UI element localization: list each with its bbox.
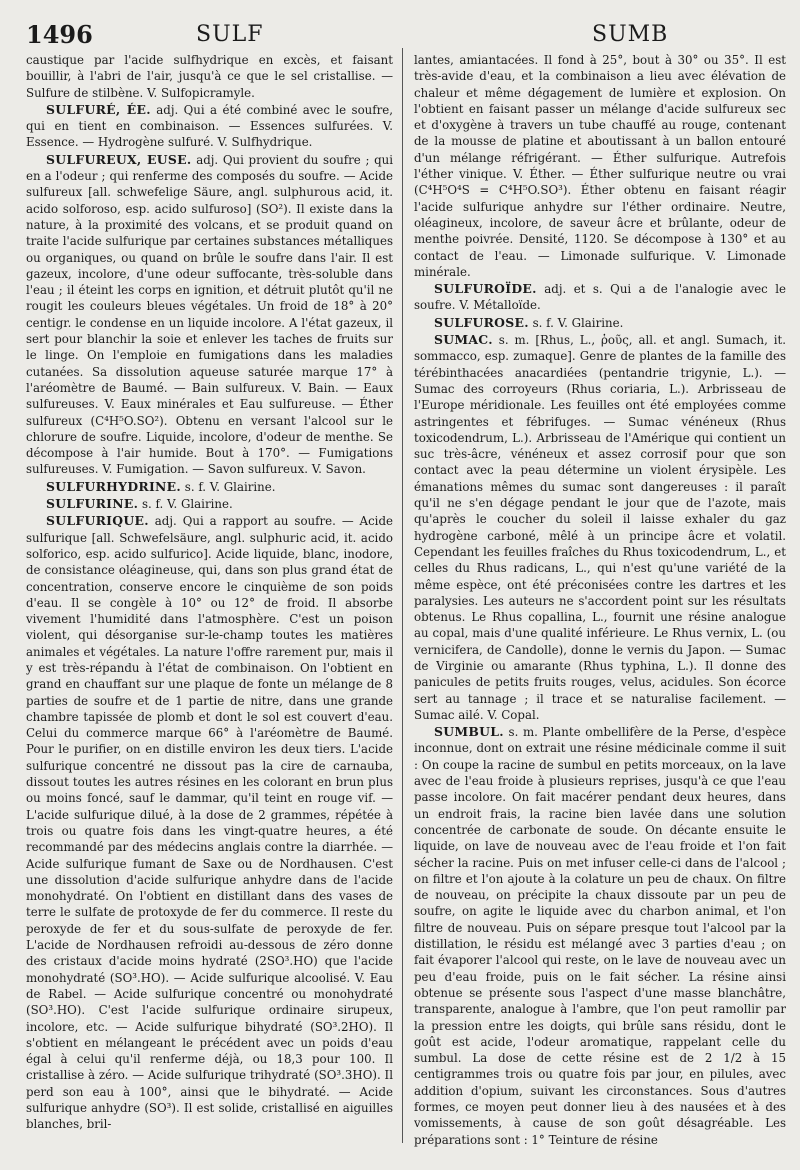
entry-sulfurique bbox=[26, 513, 393, 1132]
guide-word-left: SULF bbox=[196, 22, 264, 47]
entry-headword: SUMBUL. bbox=[434, 724, 504, 740]
entry-continuation bbox=[414, 52, 786, 280]
entry-headword: SULFUROSE. bbox=[434, 314, 529, 330]
entry-text: s. f. V. Glairine. bbox=[184, 479, 276, 494]
page-number: 1496 bbox=[26, 20, 93, 49]
entry-text: lantes, amiantacées. Il fond à 25°, bout à 30° ou 35°. Il est très-avide d'eau, et la combinaison a lieu avec élévation de chaleur et même dégagement de lumière et explosion. On l'obtient en faisant passer un mélange d'acide sulfureux sec et d'oxygène à travers un tube chauffé au rouge, contenant de la mousse de platine et aboutissant à un ballon entouré d'un mélange réfrigérant. — Éther sulfurique. Autrefois l'éther vinique. V. Éther. — Éther sulfurique neutre ou vrai (C⁴H⁵O⁴S = C⁴H⁵O.SO³). Éther obtenu en faisant réagir l'acide sulfurique anhydre sur l'éther ordinaire. Neutre, oléagineux, incolore, de saveur âcre et brûlante, odeur de menthe poivrée. Densité, 1120. Se décompose à 130° et au contact de l'eau. — Limonade sulfurique. V. Limonade minérale. bbox=[414, 53, 786, 279]
entry-headword: SULFURIQUE. bbox=[46, 513, 149, 529]
entry-text: s. f. V. Glairine. bbox=[142, 497, 233, 512]
entry-text: adj. et s. Qui a de l'analogie avec le soufre. V. Métalloïde. bbox=[414, 282, 786, 313]
entry-sulfuroide bbox=[414, 281, 786, 314]
entry-headword: SULFURHYDRINE. bbox=[46, 478, 182, 494]
entry-headword: SULFURÉ, ÉE. bbox=[46, 101, 151, 117]
entry-text: s. m. [Rhus, L., ῥοῦς, all. et angl. Sumach, it. sommacco, esp. zumaque]. Genre de plantes de la famille des térébinthacées anacardiées (pentandrie trigynie, L.). — Sumac des corroyeurs (Rhus coriaria, L.). Arbrisseau de l'Europe méridionale. Les feuilles ont été employées comme astringentes et fébrifuges. — Sumac vénéneux (Rhus toxicodendrum, L.). Arbrisseau de l'Amérique qui contient un suc très-âcre, vénéneux et assez corrosif pour que son contact avec la peau détermine un violent érysipèle. Les émanations mêmes du sumac sont dangereuses : il paraît qu'il ne s'en dégage pendant le jour que de l'azote, mais qu'après le coucher du soleil il laisse exhaler du gaz hydrogène carboné, mêlé à un principe âcre et volatil. Cependant les feuilles fraîches du Rhus toxicodendrum, L., et celles du Rhus radicans, L., qui n'est qu'une variété de la même espèce, ont été préconisées contre les dartres et les paralysies. Les auteurs ne s'accordent point sur les résultats obtenus. Le Rhus copallina, L., fournit une résine analogue au copal, mais d'une qualité inférieure. Le Rhus vernix, L. (ou vernicifera, de Candolle), donne le vernis du Japon. — Sumac de Virginie ou amarante (Rhus typhina, L.). Il donne des panicules de petits fruits rouges, velus, acidules. Son écorce sert au tannage ; il trace et se naturalise facilement. — Sumac ailé. V. Copal. bbox=[414, 333, 786, 722]
entry-headword: SULFUREUX, EUSE. bbox=[46, 151, 192, 167]
entry-sulfure bbox=[26, 102, 393, 151]
entry-headword: SULFURINE. bbox=[46, 496, 139, 512]
entry-sulfurine bbox=[26, 496, 393, 512]
entry-sumac bbox=[414, 332, 786, 723]
guide-word-right: SUMB bbox=[592, 22, 669, 47]
entry-text: adj. Qui a été combiné avec le soufre, qui en tient en combinaison. — Essences sulfurées. V. Essence. — Hydrogène sulfuré. V. Sulfhydrique. bbox=[26, 102, 393, 150]
left-column bbox=[26, 52, 393, 1164]
page-header bbox=[26, 20, 786, 50]
column-rule bbox=[402, 48, 403, 1143]
entry-sumbul bbox=[414, 724, 786, 1148]
entry-text: adj. Qui provient du soufre ; qui en a l'odeur ; qui renferme des composés du soufre. — Acide sulfureux [all. schwefelige Säure, angl. sulphurous acid, it. acido solforoso, esp. acido sulfuroso] (SO²). Il existe dans la nature, à la proximité des volcans, et se produit quand on traite l'acide sulfurique par certaines substances métalliques ou organiques, ou quand on brûle le soufre dans l'air. Il est gazeux, incolore, d'une odeur suffocante, très-soluble dans l'eau ; il éteint les corps en ignition, et détruit plutôt qu'il ne rougit les couleurs bleues végétales. Un froid de 18° à 20° centigr. le condense en un liquide incolore. A l'état gazeux, il sert pour blanchir la soie et enlever les taches de fruits sur le linge. On l'emploie en fumigations dans les maladies cutanées. Sa dissolution aqueuse saturée marque 17° à l'aréomètre de Baumé. — Bain sulfureux. V. Bain. — Eaux sulfureuses. V. Eaux minérales et Eau sulfureuse. — Éther sulfureux (C⁴H⁵O.SO²). Obtenu en versant l'alcool sur le chlorure de soufre. Liquide, incolore, d'odeur de menthe. Se décompose à l'air humide. Bout à 170°. — Fumigations sulfureuses. V. Fumigation. — Savon sulfureux. V. Savon. bbox=[26, 152, 393, 477]
entry-sulfurhydrine bbox=[26, 479, 393, 495]
right-column bbox=[414, 52, 786, 1164]
entry-text: s. f. V. Glairine. bbox=[532, 315, 624, 330]
entry-continuation bbox=[26, 52, 393, 101]
entry-text: adj. Qui a rapport au soufre. — Acide sulfurique [all. Schwefelsäure, angl. sulphuric acid, it. acido solforico, esp. acido sulfurico]. Acide liquide, blanc, inodore, de consistance oléagineuse, qui, dans son plus grand état de concentration, conserve encore le cinquième de son poids d'eau. Il se congèle à 10° ou 12° de froid. Il absorbe vivement l'humidité dans l'atmosphère. C'est un poison violent, qui désorganise sur-le-champ toutes les matières animales et végétales. La nature l'offre rarement pur, mais il y est très-répandu à l'état de combinaison. On l'obtient en grand en chauffant sur une plaque de fonte un mélange de 8 parties de soufre et de 1 partie de nitre, dans une grande chambre tapissée de plomb et dont le sol est couvert d'eau. Celui du commerce marque 66° à l'aréomètre de Baumé. Pour le purifier, on en distille environ les deux tiers. L'acide sulfurique concentré ne dissout pas la cire de carnauba, dissout toutes les autres résines en les colorant en brun plus ou moins foncé, sauf le dammar, qu'il teint en rouge vif. — L'acide sulfurique dilué, à la dose de 2 grammes, répétée à trois ou quatre fois dans les vingt-quatre heures, a été recommandé par des médecins anglais contre la diarrhée. — Acide sulfurique fumant de Saxe ou de Nordhausen. C'est une dissolution d'acide sulfurique anhydre dans de l'acide monohydraté. On l'obtient en distillant dans des vases de terre le sulfate de protoxyde de fer du commerce. Il reste du peroxyde de fer et du sous-sulfate de peroxyde de fer. L'acide de Nordhausen refroidi au-dessous de zéro donne des cristaux d'acide moins hydraté (2SO³.HO) que l'acide monohydraté (SO³.HO). — Acide sulfurique alcoolisé. V. Eau de Rabel. — Acide sulfurique concentré ou monohydraté (SO³.HO). C'est l'acide sulfurique ordinaire sirupeux, incolore, etc. — Acide sulfurique bihydraté (SO³.2HO). Il s'obtient en mélangeant le précédent avec un poids d'eau égal à celui qu'il renferme déjà, ou 18,3 pour 100. Il cristallise à zéro. — Acide sulfurique trihydraté (SO³.3HO). Il perd son eau à 100°, ainsi que le bihydraté. — Acide sulfurique anhydre (SO³). Il est solide, cristallisé en aiguilles blanches, bril- bbox=[26, 514, 393, 1132]
entry-sulfurose bbox=[414, 315, 786, 331]
entry-sulfureux bbox=[26, 152, 393, 478]
entry-text: caustique par l'acide sulfhydrique en excès, et faisant bouillir, à l'abri de l'air, jusqu'à ce que le sel cristallise. — Sulfure de stilbène. V. Sulfopicramyle. bbox=[26, 53, 393, 100]
entry-text: s. m. Plante ombellifère de la Perse, d'espèce inconnue, dont on extrait une résine médicinale comme il suit : On coupe la racine de sumbul en petits morceaux, on la lave avec de l'eau froide à plusieurs reprises, jusqu'à ce que l'eau passe incolore. On fait macérer pendant deux heures, dans un endroit frais, la racine bien lavée dans une solution concentrée de carbonate de soude. On décante ensuite le liquide, on lave de nouveau avec de l'eau froide et l'on fait sécher la racine. Puis on met infuser celle-ci dans de l'alcool ; on filtre et l'on ajoute à la colature un peu de chaux. On filtre de nouveau, on précipite la chaux dissoute par un peu de soufre, on agite le liquide avec du charbon animal, et l'on filtre de nouveau. Puis on sépare presque tout l'alcool par la distillation, le résidu est mélangé avec 3 parties d'eau ; on fait évaporer l'alcool qui reste, on le lave de nouveau avec un peu d'eau froide, puis on le fait sécher. La résine ainsi obtenue se présente sous l'aspect d'une masse blanchâtre, transparente, analogue à l'ambre, que l'on peut ramollir par la pression entre les doigts, qui brûle sans résidu, dont le goût est acide, l'odeur aromatique, rappelant celle du sumbul. La dose de cette résine est de 2 1/2 à 15 centigrammes trois ou quatre fois par jour, en pilules, avec addition d'opium, suivant les circonstances. Sous d'autres formes, ce moyen peut donner lieu à des nausées et à des vomissements, à cause de son goût désagréable. Les préparations sont : 1° Teinture de résine bbox=[414, 725, 786, 1147]
entry-headword: SUMAC. bbox=[434, 332, 493, 348]
entry-headword: SULFUROÏDE. bbox=[434, 281, 537, 297]
